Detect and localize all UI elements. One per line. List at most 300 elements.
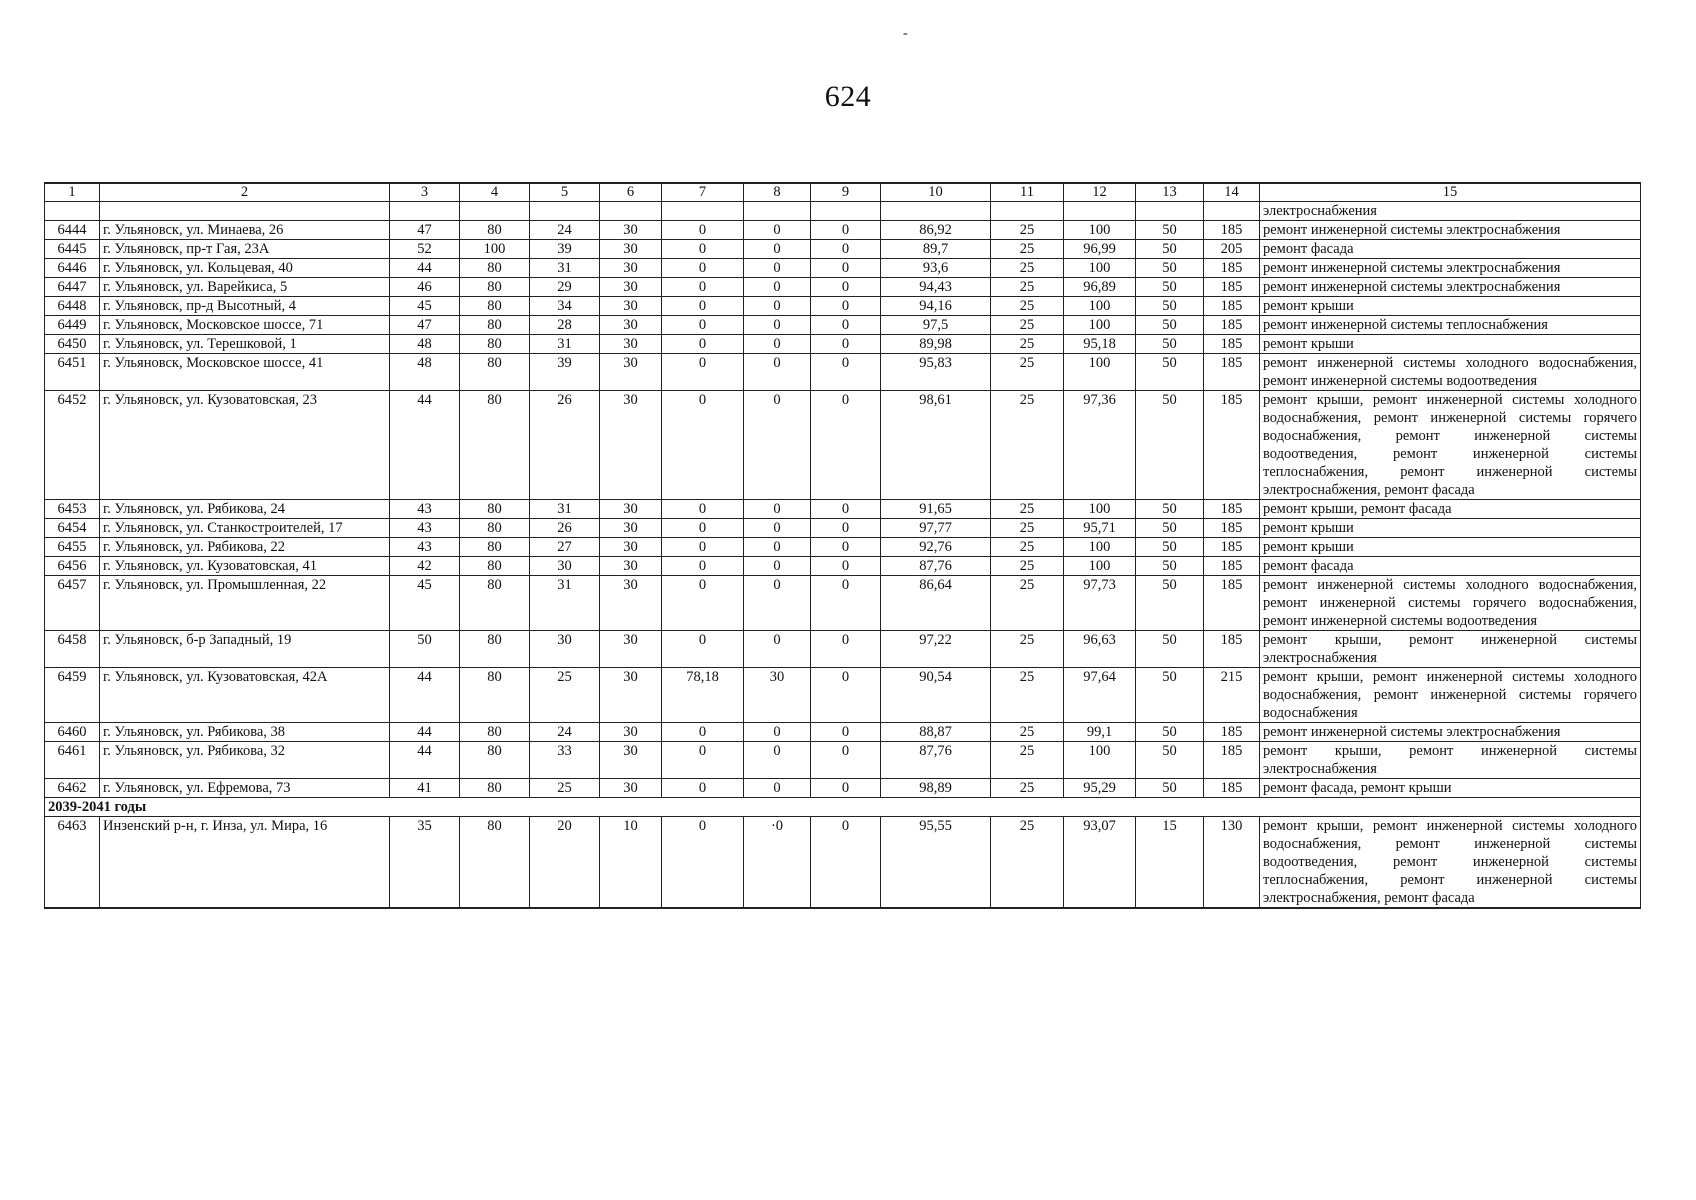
table-cell xyxy=(744,202,811,221)
value-cell-c9: 0 xyxy=(811,354,881,391)
work-type-cell: ремонт крыши xyxy=(1260,297,1641,316)
column-header: 7 xyxy=(662,183,744,202)
value-cell-c10: 97,77 xyxy=(881,519,991,538)
value-cell-c3: 44 xyxy=(390,391,460,500)
value-cell-c3: 44 xyxy=(390,742,460,779)
value-cell-c6: 30 xyxy=(600,240,662,259)
value-cell-c13: 50 xyxy=(1136,335,1204,354)
value-cell-c11: 25 xyxy=(991,576,1064,631)
row-number: 6455 xyxy=(45,538,100,557)
value-cell-c7: 0 xyxy=(662,500,744,519)
value-cell-c10: 97,22 xyxy=(881,631,991,668)
value-cell-c8: ·0 xyxy=(744,817,811,909)
value-cell-c13: 50 xyxy=(1136,259,1204,278)
value-cell-c12: 100 xyxy=(1064,500,1136,519)
value-cell-c5: 28 xyxy=(530,316,600,335)
column-header: 6 xyxy=(600,183,662,202)
value-cell-c11: 25 xyxy=(991,519,1064,538)
value-cell-c6: 30 xyxy=(600,576,662,631)
value-cell-c14: 185 xyxy=(1204,557,1260,576)
value-cell-c7: 0 xyxy=(662,316,744,335)
work-type-cell: ремонт фасада xyxy=(1260,240,1641,259)
table-row xyxy=(45,779,1641,798)
value-cell-c13: 50 xyxy=(1136,297,1204,316)
register-table-container xyxy=(44,182,1640,909)
table-row xyxy=(45,817,1641,909)
value-cell-c6: 30 xyxy=(600,668,662,723)
value-cell-c10: 98,89 xyxy=(881,779,991,798)
value-cell-c10: 88,87 xyxy=(881,723,991,742)
table-row xyxy=(45,335,1641,354)
register-table xyxy=(44,182,1641,909)
row-number: 6452 xyxy=(45,391,100,500)
value-cell-c3: 50 xyxy=(390,631,460,668)
value-cell-c9: 0 xyxy=(811,817,881,909)
row-number: 6451 xyxy=(45,354,100,391)
value-cell-c11: 25 xyxy=(991,668,1064,723)
value-cell-c10: 92,76 xyxy=(881,538,991,557)
address-cell: г. Ульяновск, ул. Рябикова, 22 xyxy=(100,538,390,557)
value-cell-c5: 31 xyxy=(530,500,600,519)
value-cell-c3: 44 xyxy=(390,668,460,723)
value-cell-c12: 97,36 xyxy=(1064,391,1136,500)
value-cell-c12: 100 xyxy=(1064,221,1136,240)
address-cell: г. Ульяновск, ул. Терешковой, 1 xyxy=(100,335,390,354)
column-header: 11 xyxy=(991,183,1064,202)
value-cell-c14: 185 xyxy=(1204,354,1260,391)
value-cell-c12: 97,64 xyxy=(1064,668,1136,723)
value-cell-c10: 97,5 xyxy=(881,316,991,335)
value-cell-c13: 50 xyxy=(1136,221,1204,240)
row-number: 6444 xyxy=(45,221,100,240)
value-cell-c14: 185 xyxy=(1204,519,1260,538)
work-type-cell: ремонт инженерной системы электроснабжения xyxy=(1260,723,1641,742)
value-cell-c12: 99,1 xyxy=(1064,723,1136,742)
value-cell-c9: 0 xyxy=(811,538,881,557)
value-cell-c14: 185 xyxy=(1204,221,1260,240)
address-cell: Инзенский р-н, г. Инза, ул. Мира, 16 xyxy=(100,817,390,909)
value-cell-c10: 86,64 xyxy=(881,576,991,631)
value-cell-c4: 80 xyxy=(460,519,530,538)
table-cell xyxy=(991,202,1064,221)
value-cell-c7: 0 xyxy=(662,779,744,798)
value-cell-c4: 80 xyxy=(460,779,530,798)
value-cell-c13: 50 xyxy=(1136,500,1204,519)
value-cell-c9: 0 xyxy=(811,240,881,259)
value-cell-c7: 0 xyxy=(662,538,744,557)
row-number: 6461 xyxy=(45,742,100,779)
value-cell-c8: 0 xyxy=(744,240,811,259)
value-cell-c5: 26 xyxy=(530,519,600,538)
address-cell: г. Ульяновск, ул. Кузоватовская, 23 xyxy=(100,391,390,500)
row-number: 6463 xyxy=(45,817,100,909)
column-header: 15 xyxy=(1260,183,1641,202)
value-cell-c8: 0 xyxy=(744,354,811,391)
value-cell-c8: 0 xyxy=(744,335,811,354)
value-cell-c7: 0 xyxy=(662,335,744,354)
column-number-header-row xyxy=(45,183,1641,202)
value-cell-c10: 94,43 xyxy=(881,278,991,297)
value-cell-c12: 95,29 xyxy=(1064,779,1136,798)
work-type-cell: ремонт фасада xyxy=(1260,557,1641,576)
value-cell-c13: 50 xyxy=(1136,668,1204,723)
value-cell-c6: 10 xyxy=(600,817,662,909)
table-cell xyxy=(881,202,991,221)
value-cell-c5: 20 xyxy=(530,817,600,909)
address-cell: г. Ульяновск, ул. Промышленная, 22 xyxy=(100,576,390,631)
table-row xyxy=(45,500,1641,519)
value-cell-c11: 25 xyxy=(991,391,1064,500)
value-cell-c4: 80 xyxy=(460,221,530,240)
value-cell-c6: 30 xyxy=(600,259,662,278)
value-cell-c3: 47 xyxy=(390,316,460,335)
continuation-row xyxy=(45,202,1641,221)
value-cell-c6: 30 xyxy=(600,538,662,557)
table-row xyxy=(45,519,1641,538)
address-cell: г. Ульяновск, ул. Кузоватовская, 41 xyxy=(100,557,390,576)
value-cell-c6: 30 xyxy=(600,723,662,742)
value-cell-c9: 0 xyxy=(811,742,881,779)
value-cell-c5: 31 xyxy=(530,335,600,354)
value-cell-c9: 0 xyxy=(811,723,881,742)
table-cell xyxy=(1204,202,1260,221)
value-cell-c3: 45 xyxy=(390,297,460,316)
column-header: 10 xyxy=(881,183,991,202)
table-row xyxy=(45,297,1641,316)
value-cell-c14: 185 xyxy=(1204,297,1260,316)
value-cell-c4: 80 xyxy=(460,500,530,519)
section-row xyxy=(45,798,1641,817)
column-header: 3 xyxy=(390,183,460,202)
value-cell-c10: 98,61 xyxy=(881,391,991,500)
value-cell-c5: 31 xyxy=(530,259,600,278)
table-cell xyxy=(390,202,460,221)
work-type-cell: ремонт крыши, ремонт инженерной системы холодного водоснабжения, ремонт инженерной системы горячего водоснабжения, ремонт инженерной системы водоотведения, ремонт инженерной системы теплоснабжения, ремонт инженерной системы электроснабжения, ремонт фасада xyxy=(1260,391,1641,500)
value-cell-c9: 0 xyxy=(811,576,881,631)
scan-tick-mark: - xyxy=(903,26,908,41)
value-cell-c4: 80 xyxy=(460,316,530,335)
value-cell-c13: 50 xyxy=(1136,519,1204,538)
value-cell-c6: 30 xyxy=(600,316,662,335)
value-cell-c6: 30 xyxy=(600,631,662,668)
value-cell-c4: 80 xyxy=(460,557,530,576)
value-cell-c11: 25 xyxy=(991,723,1064,742)
value-cell-c12: 100 xyxy=(1064,259,1136,278)
work-type-cell: ремонт крыши, ремонт фасада xyxy=(1260,500,1641,519)
row-number: 6447 xyxy=(45,278,100,297)
value-cell-c6: 30 xyxy=(600,779,662,798)
value-cell-c13: 50 xyxy=(1136,742,1204,779)
value-cell-c8: 0 xyxy=(744,631,811,668)
work-type-cell: ремонт крыши xyxy=(1260,538,1641,557)
value-cell-c11: 25 xyxy=(991,354,1064,391)
value-cell-c14: 185 xyxy=(1204,538,1260,557)
value-cell-c10: 89,7 xyxy=(881,240,991,259)
value-cell-c9: 0 xyxy=(811,779,881,798)
value-cell-c4: 80 xyxy=(460,354,530,391)
value-cell-c8: 0 xyxy=(744,278,811,297)
table-row xyxy=(45,631,1641,668)
value-cell-c3: 43 xyxy=(390,538,460,557)
value-cell-c4: 80 xyxy=(460,576,530,631)
value-cell-c11: 25 xyxy=(991,500,1064,519)
value-cell-c13: 15 xyxy=(1136,817,1204,909)
value-cell-c9: 0 xyxy=(811,335,881,354)
value-cell-c5: 39 xyxy=(530,354,600,391)
value-cell-c6: 30 xyxy=(600,742,662,779)
row-number: 6458 xyxy=(45,631,100,668)
value-cell-c5: 26 xyxy=(530,391,600,500)
address-cell: г. Ульяновск, ул. Рябикова, 38 xyxy=(100,723,390,742)
value-cell-c14: 215 xyxy=(1204,668,1260,723)
value-cell-c5: 24 xyxy=(530,221,600,240)
table-row xyxy=(45,391,1641,500)
value-cell-c13: 50 xyxy=(1136,278,1204,297)
value-cell-c13: 50 xyxy=(1136,557,1204,576)
value-cell-c5: 33 xyxy=(530,742,600,779)
value-cell-c7: 0 xyxy=(662,221,744,240)
value-cell-c12: 100 xyxy=(1064,538,1136,557)
work-type-cell: ремонт инженерной системы электроснабжения xyxy=(1260,259,1641,278)
value-cell-c9: 0 xyxy=(811,259,881,278)
row-number: 6457 xyxy=(45,576,100,631)
table-cell xyxy=(600,202,662,221)
value-cell-c7: 0 xyxy=(662,278,744,297)
value-cell-c11: 25 xyxy=(991,779,1064,798)
value-cell-c8: 0 xyxy=(744,576,811,631)
row-number: 6453 xyxy=(45,500,100,519)
value-cell-c10: 94,16 xyxy=(881,297,991,316)
value-cell-c12: 100 xyxy=(1064,316,1136,335)
table-row xyxy=(45,221,1641,240)
value-cell-c13: 50 xyxy=(1136,723,1204,742)
value-cell-c4: 80 xyxy=(460,259,530,278)
value-cell-c11: 25 xyxy=(991,297,1064,316)
value-cell-c9: 0 xyxy=(811,278,881,297)
section-label: 2039-2041 годы xyxy=(45,798,1641,817)
value-cell-c12: 100 xyxy=(1064,557,1136,576)
value-cell-c8: 0 xyxy=(744,779,811,798)
table-cell xyxy=(662,202,744,221)
work-type-cell: ремонт крыши, ремонт инженерной системы холодного водоснабжения, ремонт инженерной системы водоотведения, ремонт инженерной системы теплоснабжения, ремонт инженерной системы электроснабжения, ремонт фасада xyxy=(1260,817,1641,909)
value-cell-c9: 0 xyxy=(811,500,881,519)
row-number: 6454 xyxy=(45,519,100,538)
value-cell-c10: 87,76 xyxy=(881,557,991,576)
value-cell-c12: 100 xyxy=(1064,742,1136,779)
value-cell-c3: 45 xyxy=(390,576,460,631)
value-cell-c3: 43 xyxy=(390,500,460,519)
value-cell-c5: 25 xyxy=(530,779,600,798)
value-cell-c8: 0 xyxy=(744,297,811,316)
address-cell: г. Ульяновск, ул. Ефремова, 73 xyxy=(100,779,390,798)
row-number: 6456 xyxy=(45,557,100,576)
row-number: 6449 xyxy=(45,316,100,335)
value-cell-c13: 50 xyxy=(1136,391,1204,500)
value-cell-c14: 185 xyxy=(1204,500,1260,519)
value-cell-c14: 185 xyxy=(1204,742,1260,779)
value-cell-c8: 0 xyxy=(744,221,811,240)
value-cell-c8: 0 xyxy=(744,519,811,538)
value-cell-c13: 50 xyxy=(1136,240,1204,259)
value-cell-c4: 80 xyxy=(460,723,530,742)
value-cell-c3: 43 xyxy=(390,519,460,538)
address-cell: г. Ульяновск, Московское шоссе, 71 xyxy=(100,316,390,335)
value-cell-c11: 25 xyxy=(991,817,1064,909)
address-cell: г. Ульяновск, ул. Станкостроителей, 17 xyxy=(100,519,390,538)
value-cell-c3: 47 xyxy=(390,221,460,240)
value-cell-c11: 25 xyxy=(991,335,1064,354)
table-row xyxy=(45,557,1641,576)
value-cell-c4: 80 xyxy=(460,817,530,909)
value-cell-c7: 0 xyxy=(662,297,744,316)
value-cell-c11: 25 xyxy=(991,557,1064,576)
value-cell-c3: 48 xyxy=(390,354,460,391)
value-cell-c5: 30 xyxy=(530,631,600,668)
value-cell-c3: 48 xyxy=(390,335,460,354)
column-header: 4 xyxy=(460,183,530,202)
value-cell-c6: 30 xyxy=(600,391,662,500)
value-cell-c9: 0 xyxy=(811,668,881,723)
value-cell-c9: 0 xyxy=(811,519,881,538)
value-cell-c6: 30 xyxy=(600,278,662,297)
value-cell-c4: 80 xyxy=(460,391,530,500)
value-cell-c9: 0 xyxy=(811,316,881,335)
work-type-cell: ремонт инженерной системы электроснабжения xyxy=(1260,221,1641,240)
work-type-cell: ремонт инженерной системы электроснабжения xyxy=(1260,278,1641,297)
table-cell xyxy=(460,202,530,221)
value-cell-c11: 25 xyxy=(991,278,1064,297)
value-cell-c14: 185 xyxy=(1204,335,1260,354)
column-header: 2 xyxy=(100,183,390,202)
value-cell-c10: 95,55 xyxy=(881,817,991,909)
value-cell-c10: 95,83 xyxy=(881,354,991,391)
table-row xyxy=(45,354,1641,391)
value-cell-c6: 30 xyxy=(600,500,662,519)
value-cell-c7: 0 xyxy=(662,817,744,909)
value-cell-c14: 185 xyxy=(1204,723,1260,742)
address-cell: г. Ульяновск, ул. Рябикова, 24 xyxy=(100,500,390,519)
value-cell-c8: 30 xyxy=(744,668,811,723)
value-cell-c5: 31 xyxy=(530,576,600,631)
value-cell-c12: 96,63 xyxy=(1064,631,1136,668)
address-cell: г. Ульяновск, ул. Рябикова, 32 xyxy=(100,742,390,779)
value-cell-c9: 0 xyxy=(811,631,881,668)
value-cell-c10: 86,92 xyxy=(881,221,991,240)
value-cell-c5: 29 xyxy=(530,278,600,297)
value-cell-c14: 205 xyxy=(1204,240,1260,259)
address-cell: г. Ульяновск, пр-т Гая, 23А xyxy=(100,240,390,259)
value-cell-c4: 80 xyxy=(460,335,530,354)
value-cell-c13: 50 xyxy=(1136,631,1204,668)
value-cell-c12: 100 xyxy=(1064,354,1136,391)
value-cell-c8: 0 xyxy=(744,500,811,519)
value-cell-c6: 30 xyxy=(600,557,662,576)
value-cell-c5: 25 xyxy=(530,668,600,723)
work-type-cell: ремонт инженерной системы холодного водоснабжения, ремонт инженерной системы водоотведения xyxy=(1260,354,1641,391)
value-cell-c7: 0 xyxy=(662,519,744,538)
value-cell-c12: 96,89 xyxy=(1064,278,1136,297)
table-row xyxy=(45,278,1641,297)
work-type-cell: ремонт крыши xyxy=(1260,519,1641,538)
value-cell-c13: 50 xyxy=(1136,316,1204,335)
row-number: 6445 xyxy=(45,240,100,259)
value-cell-c4: 80 xyxy=(460,297,530,316)
value-cell-c11: 25 xyxy=(991,538,1064,557)
column-header: 13 xyxy=(1136,183,1204,202)
table-row xyxy=(45,723,1641,742)
work-type-cell: ремонт крыши xyxy=(1260,335,1641,354)
value-cell-c11: 25 xyxy=(991,240,1064,259)
value-cell-c3: 46 xyxy=(390,278,460,297)
value-cell-c8: 0 xyxy=(744,742,811,779)
value-cell-c3: 44 xyxy=(390,259,460,278)
value-cell-c7: 0 xyxy=(662,723,744,742)
value-cell-c4: 80 xyxy=(460,742,530,779)
table-row xyxy=(45,742,1641,779)
value-cell-c9: 0 xyxy=(811,221,881,240)
value-cell-c14: 185 xyxy=(1204,259,1260,278)
value-cell-c14: 185 xyxy=(1204,316,1260,335)
table-cell xyxy=(1064,202,1136,221)
value-cell-c5: 24 xyxy=(530,723,600,742)
value-cell-c13: 50 xyxy=(1136,779,1204,798)
value-cell-c3: 52 xyxy=(390,240,460,259)
address-cell: г. Ульяновск, ул. Минаева, 26 xyxy=(100,221,390,240)
value-cell-c7: 0 xyxy=(662,631,744,668)
value-cell-c10: 89,98 xyxy=(881,335,991,354)
value-cell-c7: 0 xyxy=(662,557,744,576)
column-header: 1 xyxy=(45,183,100,202)
value-cell-c7: 0 xyxy=(662,742,744,779)
work-type-cell: ремонт крыши, ремонт инженерной системы холодного водоснабжения, ремонт инженерной системы горячего водоснабжения xyxy=(1260,668,1641,723)
column-header: 14 xyxy=(1204,183,1260,202)
table-cell xyxy=(100,202,390,221)
value-cell-c6: 30 xyxy=(600,335,662,354)
value-cell-c10: 87,76 xyxy=(881,742,991,779)
value-cell-c12: 95,71 xyxy=(1064,519,1136,538)
value-cell-c12: 100 xyxy=(1064,297,1136,316)
value-cell-c11: 25 xyxy=(991,221,1064,240)
work-type-cell: ремонт инженерной системы теплоснабжения xyxy=(1260,316,1641,335)
value-cell-c6: 30 xyxy=(600,297,662,316)
value-cell-c6: 30 xyxy=(600,354,662,391)
value-cell-c8: 0 xyxy=(744,723,811,742)
value-cell-c7: 0 xyxy=(662,240,744,259)
value-cell-c8: 0 xyxy=(744,557,811,576)
table-row xyxy=(45,316,1641,335)
row-number: 6462 xyxy=(45,779,100,798)
value-cell-c6: 30 xyxy=(600,221,662,240)
value-cell-c12: 93,07 xyxy=(1064,817,1136,909)
value-cell-c14: 185 xyxy=(1204,779,1260,798)
value-cell-c5: 27 xyxy=(530,538,600,557)
value-cell-c4: 100 xyxy=(460,240,530,259)
value-cell-c4: 80 xyxy=(460,278,530,297)
row-number: 6460 xyxy=(45,723,100,742)
table-cell xyxy=(530,202,600,221)
continuation-work-text: электроснабжения xyxy=(1260,202,1641,221)
work-type-cell: ремонт крыши, ремонт инженерной системы электроснабжения xyxy=(1260,742,1641,779)
address-cell: г. Ульяновск, ул. Кузоватовская, 42А xyxy=(100,668,390,723)
table-row xyxy=(45,576,1641,631)
table-cell xyxy=(1136,202,1204,221)
column-header: 12 xyxy=(1064,183,1136,202)
value-cell-c13: 50 xyxy=(1136,538,1204,557)
value-cell-c7: 78,18 xyxy=(662,668,744,723)
value-cell-c14: 130 xyxy=(1204,817,1260,909)
value-cell-c5: 34 xyxy=(530,297,600,316)
value-cell-c9: 0 xyxy=(811,391,881,500)
